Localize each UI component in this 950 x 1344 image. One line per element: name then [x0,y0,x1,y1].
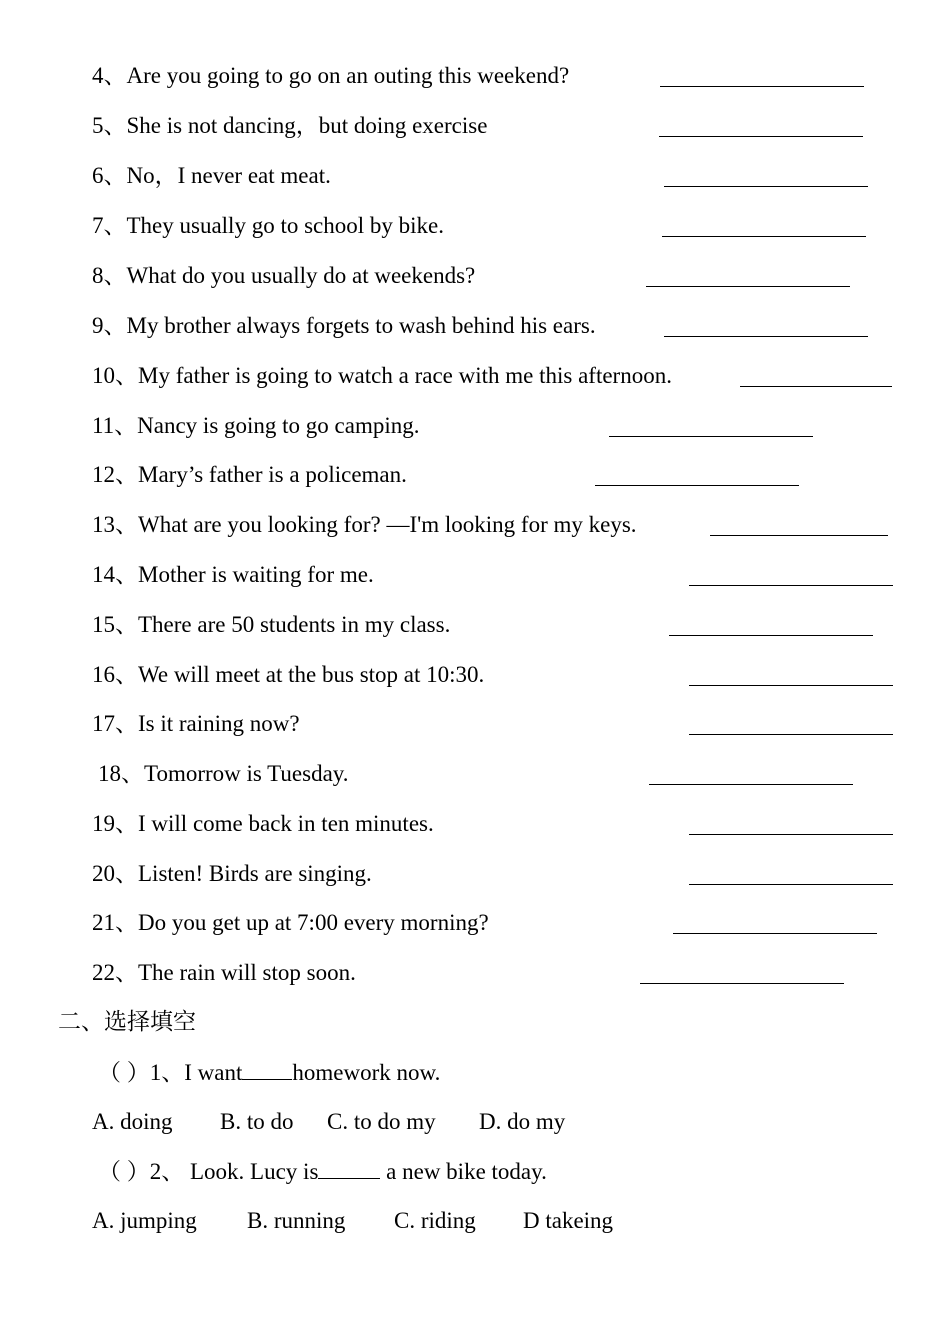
stem-after-1: homework now. [292,1060,441,1085]
answer-blank-17[interactable] [689,734,893,735]
question-5: 5、She is not dancing，but doing exercise [92,113,488,138]
answer-blank-16[interactable] [689,685,893,686]
answer-paren-1[interactable]: （ ） [98,1060,150,1085]
question-9: 9、My brother always forgets to wash behind his ears. [92,313,596,338]
answer-blank-4[interactable] [660,86,864,87]
answer-blank-8[interactable] [646,286,850,287]
question-14: 14、Mother is waiting for me. [92,562,374,587]
question-6: 6、No，I never eat meat. [92,163,331,188]
option-2a[interactable]: A. jumping [92,1208,197,1233]
answer-blank-15[interactable] [669,635,873,636]
answer-blank-13[interactable] [710,535,888,536]
question-12: 12、Mary’s father is a policeman. [92,462,407,487]
question-13: 13、What are you looking for? —I'm looking for my keys. [92,512,637,537]
question-10: 10、My father is going to watch a race with me this afternoon. [92,363,672,388]
answer-blank-6[interactable] [664,186,868,187]
question-15: 15、There are 50 students in my class. [92,612,451,637]
answer-blank-10[interactable] [740,386,892,387]
answer-blank-14[interactable] [689,585,893,586]
answer-blank-12[interactable] [595,485,799,486]
option-2b[interactable]: B. running [247,1208,346,1233]
answer-blank-22[interactable] [640,983,844,984]
answer-blank-5[interactable] [659,136,863,137]
answer-blank-9[interactable] [664,336,868,337]
stem-before-1: 1、I want [149,1060,243,1085]
question-21: 21、Do you get up at 7:00 every morning? [92,910,489,935]
stem-blank-1[interactable] [242,1059,292,1080]
stem-after-2: a new bike today. [380,1159,547,1184]
question-22: 22、The rain will stop soon. [92,960,356,985]
question-16: 16、We will meet at the bus stop at 10:30. [92,662,485,687]
option-1c[interactable]: C. to do my [327,1109,436,1134]
stem-before-2: 2、 Look. Lucy is [149,1159,319,1184]
answer-blank-20[interactable] [689,884,893,885]
question-7: 7、They usually go to school by bike. [92,213,444,238]
answer-blank-7[interactable] [662,236,866,237]
answer-paren-2[interactable]: （ ） [98,1159,150,1184]
choice-question-1 [98,1058,440,1088]
stem-blank-2[interactable] [318,1158,380,1179]
question-8: 8、What do you usually do at weekends? [92,263,476,288]
answer-blank-11[interactable] [609,436,813,437]
question-11: 11、Nancy is going to go camping. [92,413,420,438]
section-heading: 二、选择填空 [58,1009,196,1035]
answer-blank-21[interactable] [673,933,877,934]
question-18: 18、Tomorrow is Tuesday. [98,761,349,786]
option-1b[interactable]: B. to do [220,1109,294,1134]
question-4: 4、Are you going to go on an outing this weekend? [92,63,570,88]
question-20: 20、Listen! Birds are singing. [92,861,372,886]
option-2c[interactable]: C. riding [394,1208,476,1233]
option-1d[interactable]: D. do my [479,1109,566,1134]
choice-question-2 [98,1157,547,1187]
answer-blank-19[interactable] [689,834,893,835]
option-1a[interactable]: A. doing [92,1109,173,1134]
option-2d[interactable]: D takeing [523,1208,614,1233]
question-19: 19、I will come back in ten minutes. [92,811,434,836]
question-17: 17、Is it raining now? [92,711,300,736]
answer-blank-18[interactable] [649,784,853,785]
